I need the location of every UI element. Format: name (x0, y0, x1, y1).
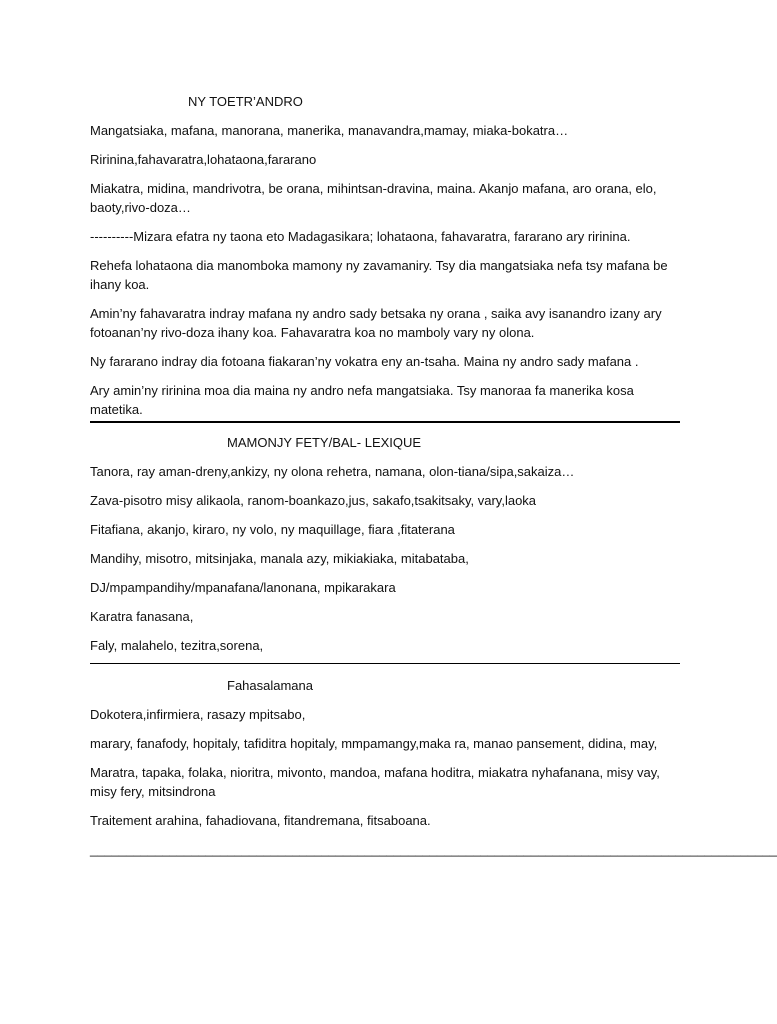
paragraph: Ny fararano indray dia fotoana fiakaran’ny vokatra eny an-tsaha. Maina ny andro sady mafana . (90, 354, 639, 369)
paragraph: Ririnina,fahavaratra,lohataona,fararano (90, 152, 317, 167)
paragraph: Amin’ny fahavaratra indray mafana ny andro sady betsaka ny orana , saika avy isanandro izany ary fotoanan’ny rivo-doza ihany koa. Fahavaratra koa no mamboly vary ny olona. (90, 306, 662, 340)
paragraph: Traitement arahina, fahadiovana, fitandremana, fitsaboana. (90, 813, 431, 828)
section-divider (90, 663, 680, 664)
paragraph: Mangatsiaka, mafana, manorana, manerika, manavandra,mamay, miaka-bokatra… (90, 123, 569, 138)
closing-underscore-line: _______________________________________________________________________________________________ (90, 842, 777, 857)
paragraph: Fitafiana, akanjo, kiraro, ny volo, ny maquillage, fiara ,fitaterana (90, 522, 455, 537)
document-page (90, 92, 777, 859)
paragraph: Mandihy, misotro, mitsinjaka, manala azy, mikiakiaka, mitabataba, (90, 551, 469, 566)
paragraph: Dokotera,infirmiera, rasazy mpitsabo, (90, 707, 306, 722)
paragraph: Zava-pisotro misy alikaola, ranom-boankazo,jus, sakafo,tsakitsaky, vary,laoka (90, 493, 537, 508)
paragraph: Ary amin’ny ririnina moa dia maina ny andro nefa mangatsiaka. Tsy manoraa fa manerika kosa matetika. (90, 383, 634, 417)
section-title-weather: NY TOETR’ANDRO (188, 94, 303, 109)
section-title-party: MAMONJY FETY/BAL- LEXIQUE (227, 435, 422, 450)
paragraph: Tanora, ray aman-dreny,ankizy, ny olona rehetra, namana, olon-tiana/sipa,sakaiza… (90, 464, 575, 479)
paragraph: marary, fanafody, hopitaly, tafiditra hopitaly, mmpamangy,maka ra, manao pansement, didina, may, (90, 736, 658, 751)
paragraph: Maratra, tapaka, folaka, nioritra, mivonto, mandoa, mafana hoditra, miakatra nyhafanana, misy vay, misy fery, mitsindrona (90, 765, 660, 799)
paragraph: Karatra fanasana, (90, 609, 194, 624)
paragraph: Miakatra, midina, mandrivotra, be orana, mihintsan-dravina, maina. Akanjo mafana, aro orana, elo, baoty,rivo-doza… (90, 181, 657, 215)
paragraph: ----------Mizara efatra ny taona eto Madagasikara; lohataona, fahavaratra, fararano ary ririnina. (90, 229, 631, 244)
section-divider (90, 421, 680, 423)
paragraph: Faly, malahelo, tezitra,sorena, (90, 638, 264, 653)
paragraph: Rehefa lohataona dia manomboka mamony ny zavamaniry. Tsy dia mangatsiaka nefa tsy mafana be ihany koa. (90, 258, 668, 292)
section-title-health: Fahasalamana (227, 678, 313, 693)
paragraph: DJ/mpampandihy/mpanafana/lanonana, mpikarakara (90, 580, 396, 595)
